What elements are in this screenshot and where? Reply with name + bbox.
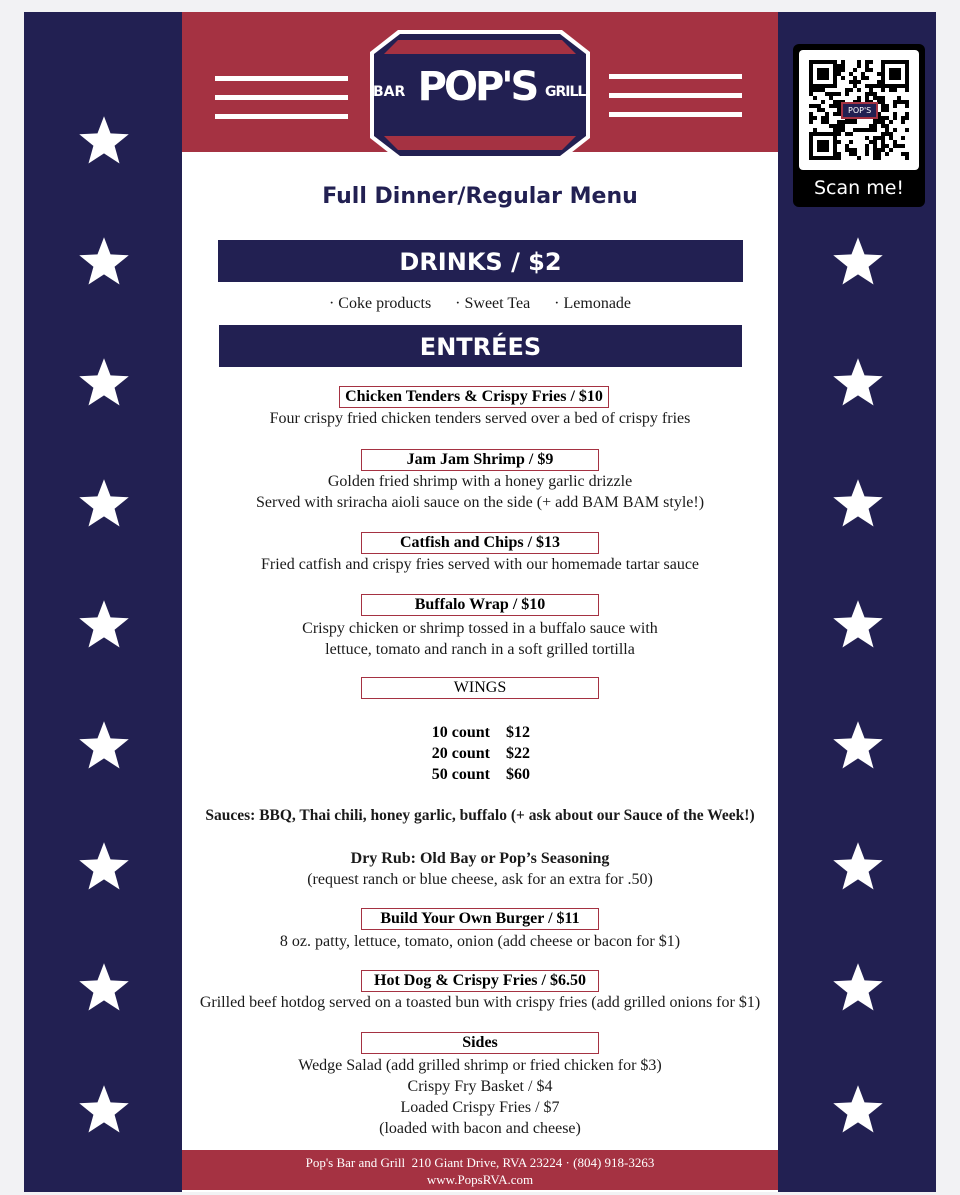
wings-heading: WINGS <box>361 677 599 699</box>
footer-address: Pop's Bar and Grill 210 Giant Drive, RVA 23224 · (804) 918-3263 <box>305 1155 655 1170</box>
wing-count: 20 count <box>431 745 490 762</box>
drinks-heading: DRINKS / $2 <box>218 240 743 282</box>
logo-name: POP'S <box>417 64 537 110</box>
item-name: Hot Dog & Crispy Fries / $6.50 <box>361 970 599 992</box>
qr-logo-text: POP'S <box>841 102 878 119</box>
star-icon <box>831 719 885 773</box>
drinks-list <box>182 293 778 314</box>
item-name: Build Your Own Burger / $11 <box>361 908 599 930</box>
drink-item: · Coke products <box>328 295 432 312</box>
qr-card[interactable] <box>793 44 925 207</box>
stripe <box>215 114 348 119</box>
star-icon <box>831 356 885 410</box>
star-icon <box>77 961 131 1015</box>
wing-price: $22 <box>506 745 530 762</box>
qr-code[interactable] <box>799 50 919 170</box>
item-desc: lettuce, tomato and ranch in a soft grilled tortilla <box>325 641 635 658</box>
side-item: Wedge Salad (add grilled shrimp or fried chicken for $3) <box>298 1057 662 1074</box>
side-item: Loaded Crispy Fries / $7 <box>400 1099 560 1116</box>
stripe <box>609 74 742 79</box>
stripe <box>609 93 742 98</box>
drink-item: · Sweet Tea <box>455 295 531 312</box>
wing-price: $12 <box>506 724 530 741</box>
star-icon <box>77 1083 131 1137</box>
item-name: Jam Jam Shrimp / $9 <box>361 449 599 471</box>
item-desc: Crispy chicken or shrimp tossed in a buffalo sauce with <box>302 620 658 637</box>
entrees-heading: ENTRÉES <box>219 325 742 367</box>
drink-item: · Lemonade <box>554 295 632 312</box>
wing-price: $60 <box>506 766 530 783</box>
star-icon <box>77 840 131 894</box>
footer <box>182 1150 778 1190</box>
item-desc: Served with sriracha aioli sauce on the side (+ add BAM BAM style!) <box>255 494 705 511</box>
stripe <box>215 76 348 81</box>
logo-bar-text: BAR <box>373 84 406 100</box>
logo-grill-text: GRILL <box>545 84 586 100</box>
sides-heading: Sides <box>361 1032 599 1054</box>
stripe <box>609 112 742 117</box>
star-icon <box>77 114 131 168</box>
wings-note: (request ranch or blue cheese, ask for an extra for .50) <box>307 871 653 888</box>
item-desc: Four crispy fried chicken tenders served over a bed of crispy fries <box>269 410 691 427</box>
item-desc: Golden fried shrimp with a honey garlic drizzle <box>327 473 633 490</box>
item-name: Chicken Tenders & Crispy Fries / $10 <box>339 386 609 408</box>
wings-dry-rub: Dry Rub: Old Bay or Pop’s Seasoning <box>350 850 610 867</box>
star-icon <box>77 356 131 410</box>
item-name: Catfish and Chips / $13 <box>361 532 599 554</box>
item-desc: Fried catfish and crispy fries served with our homemade tartar sauce <box>260 556 700 573</box>
star-icon <box>831 1083 885 1137</box>
wings-sauces: Sauces: BBQ, Thai chili, honey garlic, buffalo (+ ask about our Sauce of the Week!) <box>205 807 755 824</box>
scan-me-label: Scan me! <box>813 177 905 199</box>
item-name: Buffalo Wrap / $10 <box>361 594 599 616</box>
wing-count: 10 count <box>431 724 490 741</box>
star-icon <box>831 235 885 289</box>
wing-count: 50 count <box>431 766 490 783</box>
star-icon <box>831 961 885 1015</box>
star-icon <box>77 235 131 289</box>
star-icon <box>77 719 131 773</box>
side-item: (loaded with bacon and cheese) <box>379 1120 581 1137</box>
item-desc: Grilled beef hotdog served on a toasted bun with crispy fries (add grilled onions for $1) <box>199 994 761 1011</box>
star-icon <box>831 477 885 531</box>
stripe <box>215 95 348 100</box>
wings-prices <box>400 722 530 785</box>
menu-title: Full Dinner/Regular Menu <box>322 184 638 209</box>
star-icon <box>77 598 131 652</box>
star-icon <box>831 598 885 652</box>
star-icon <box>77 477 131 531</box>
side-item: Crispy Fry Basket / $4 <box>407 1078 553 1095</box>
logo <box>368 28 592 162</box>
footer-website[interactable]: www.PopsRVA.com <box>426 1172 534 1187</box>
item-desc: 8 oz. patty, lettuce, tomato, onion (add cheese or bacon for $1) <box>279 933 681 950</box>
star-icon <box>831 840 885 894</box>
